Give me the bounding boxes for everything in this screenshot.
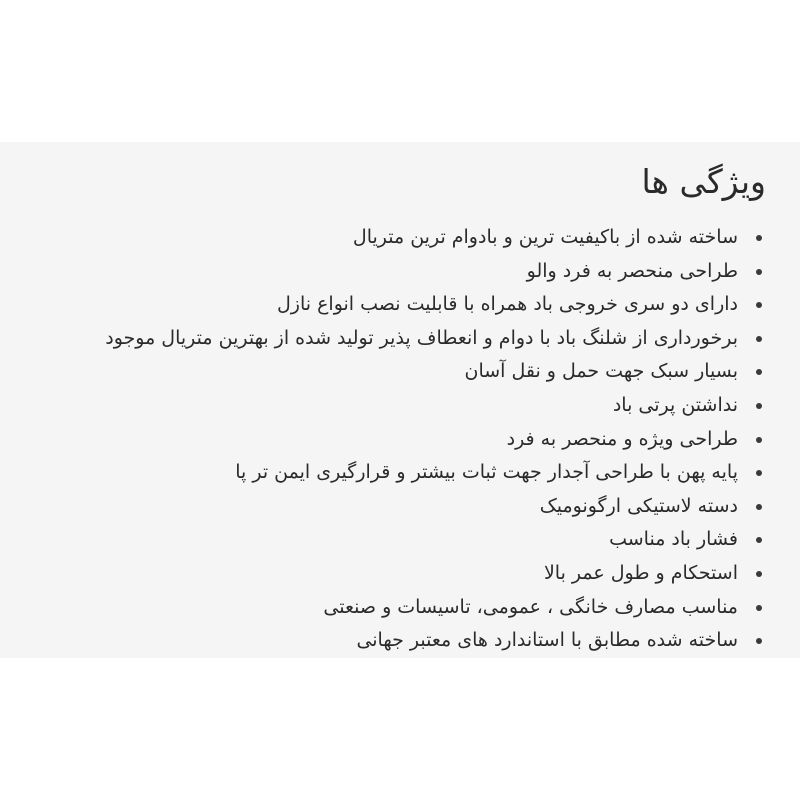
list-item: استحکام و طول عمر بالا xyxy=(12,557,766,591)
list-item: مناسب مصارف خانگی ، عمومی، تاسیسات و صنعتی xyxy=(12,591,766,625)
list-item: ساخته شده از باکیفیت ترین و بادوام ترین متریال xyxy=(12,221,766,255)
list-item: دسته لاستیکی ارگونومیک xyxy=(12,490,766,524)
list-item: برخورداری از شلنگ باد با دوام و انعطاف پذیر تولید شده از بهترین متریال موجود xyxy=(12,322,766,356)
list-item: طراحی ویژه و منحصر به فرد xyxy=(12,423,766,457)
features-panel xyxy=(0,142,800,658)
features-list xyxy=(12,221,788,658)
list-item: دارای دو سری خروجی باد همراه با قابلیت نصب انواع نازل xyxy=(12,288,766,322)
list-item: فشار باد مناسب xyxy=(12,523,766,557)
list-item: پایه پهن با طراحی آجدار جهت ثبات بیشتر و قرارگیری ایمن تر پا xyxy=(12,456,766,490)
list-item: نداشتن پرتی باد xyxy=(12,389,766,423)
list-item: ساخته شده مطابق با استاندارد های معتبر جهانی xyxy=(12,624,766,658)
list-item: طراحی منحصر به فرد والو xyxy=(12,255,766,289)
section-title: ویژگی ها xyxy=(641,162,766,201)
list-item: بسیار سبک جهت حمل و نقل آسان xyxy=(12,355,766,389)
